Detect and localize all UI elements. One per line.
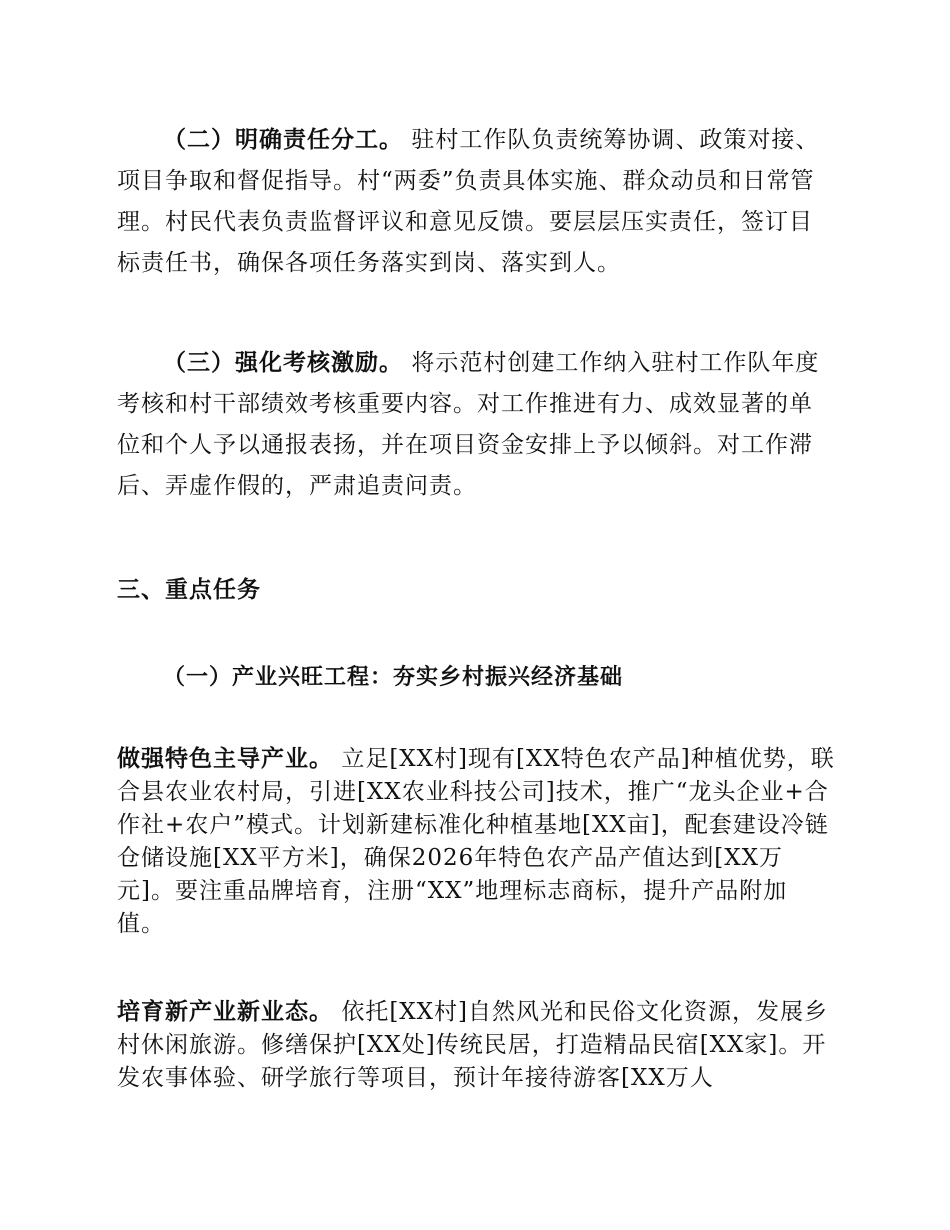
paragraph-lead: （三）强化考核激励。 — [163, 350, 403, 376]
paragraph-body: 依托[XX村]自然风光和民俗文化资源，发展乡村休闲旅游。修缮保护[XX处]传统民居，打造精品民宿[XX家]。开发农事体验、研学旅行等项目，预计年接待游客[XX万人 — [117, 999, 829, 1091]
subsection-heading: （一）产业兴旺工程：夯实乡村振兴经济基础 — [163, 664, 624, 690]
paragraph-assessment — [117, 343, 835, 507]
paragraph-body: 立足[XX村]现有[XX特色农产品]种植优势，联合县农业农村局，引进[XX农业科技公司]技术，推广“龙头企业+合作社+农户”模式。计划新建标准化种植基地[XX亩]，配套建设冷链仓储设施[XX平方米]，确保2026年特色农产品产值达到[XX万元]。要注重品牌培育，注册“XX”地理标志商标，提升产品附加值。 — [117, 746, 835, 937]
paragraph-industry — [117, 743, 835, 941]
paragraph-body: 驻村工作队负责统筹协调、政策对接、项目争取和督促指导。村“两委”负责具体实施、群众动员和日常管理。村民代表负责监督评议和意见反馈。要层层压实责任，签订目标责任书，确保各项任务落实到岗、落实到人。 — [117, 127, 820, 276]
paragraph-new-industry — [117, 996, 835, 1095]
paragraph-lead: 做强特色主导产业。 — [117, 746, 333, 772]
paragraph-lead: （二）明确责任分工。 — [163, 127, 403, 153]
paragraph-body: 将示范村创建工作纳入驻村工作队年度考核和村干部绩效考核重要内容。对工作推进有力、成效显著的单位和个人予以通报表扬，并在项目资金安排上予以倾斜。对工作滞后、弄虚作假的，严肃追责问责。 — [117, 350, 820, 499]
paragraph-lead: 培育新产业新业态。 — [117, 999, 333, 1025]
section-heading: 三、重点任务 — [117, 577, 261, 603]
paragraph-responsibility — [117, 120, 835, 284]
